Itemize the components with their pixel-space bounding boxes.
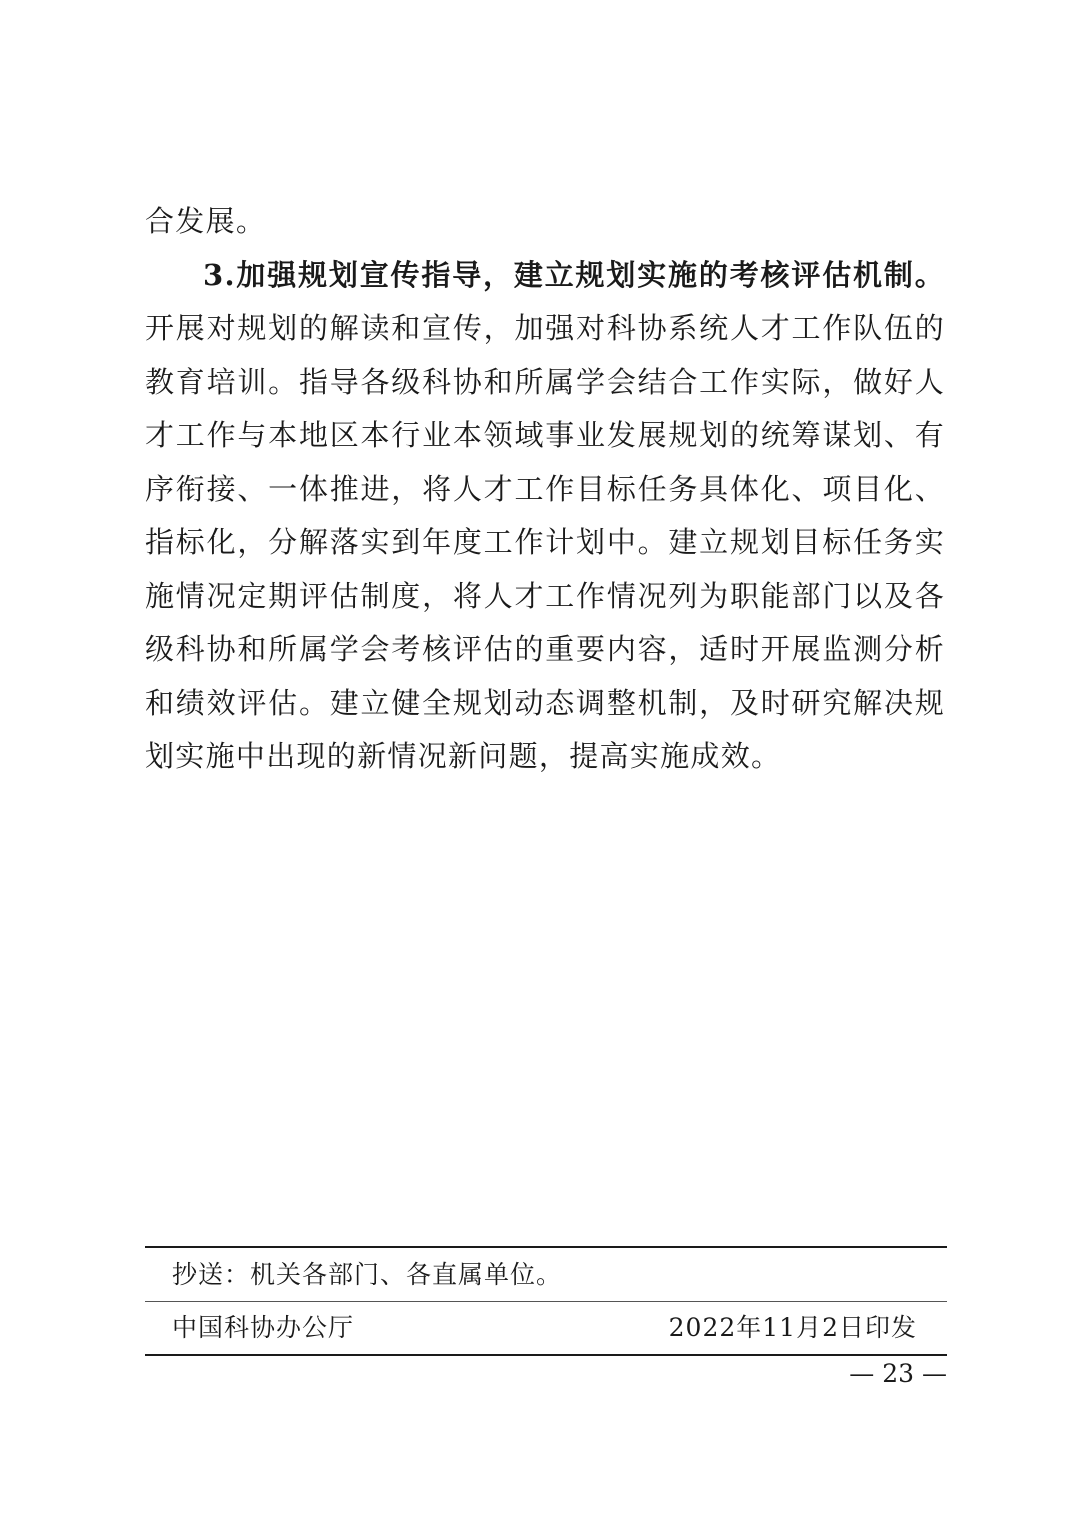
cc-recipients: 机关各部门、各直属单位。 xyxy=(250,1260,563,1289)
cc-line xyxy=(172,1258,562,1292)
footer-top-rule xyxy=(145,1246,947,1248)
page-number: — 23 — xyxy=(849,1359,947,1388)
section-paragraph xyxy=(145,249,945,784)
issue-date: 2022年11月2日印发 xyxy=(668,1313,917,1342)
continuation-paragraph: 合发展。 xyxy=(145,204,267,238)
footer-bottom-rule xyxy=(145,1354,947,1356)
body-text xyxy=(145,195,945,784)
section-text: 开展对规划的解读和宣传，加强对科协系统人才工作队伍的教育培训。指导各级科协和所属学会结合工作实际，做好人才工作与本地区本行业本领域事业发展规划的统筹谋划、有序衔接、一体推进，将人才工作目标任务具体化、项目化、指标化，分解落实到年度工作计划中。建立规划目标任务实施情况定期评估制度，将人才工作情况列为职能部门以及各级科协和所属学会考核评估的重要内容，适时开展监测分析和绩效评估。建立健全规划动态调整机制，及时研究解决规划实施中出现的新情况新问题，提高实施成效。 xyxy=(145,311,945,773)
issuer: 中国科协办公厅 xyxy=(172,1313,355,1342)
footer-middle-rule xyxy=(145,1301,947,1302)
cc-label: 抄送： xyxy=(172,1260,251,1289)
section-heading: 3.加强规划宣传指导，建立规划实施的考核评估机制。 xyxy=(203,257,945,292)
